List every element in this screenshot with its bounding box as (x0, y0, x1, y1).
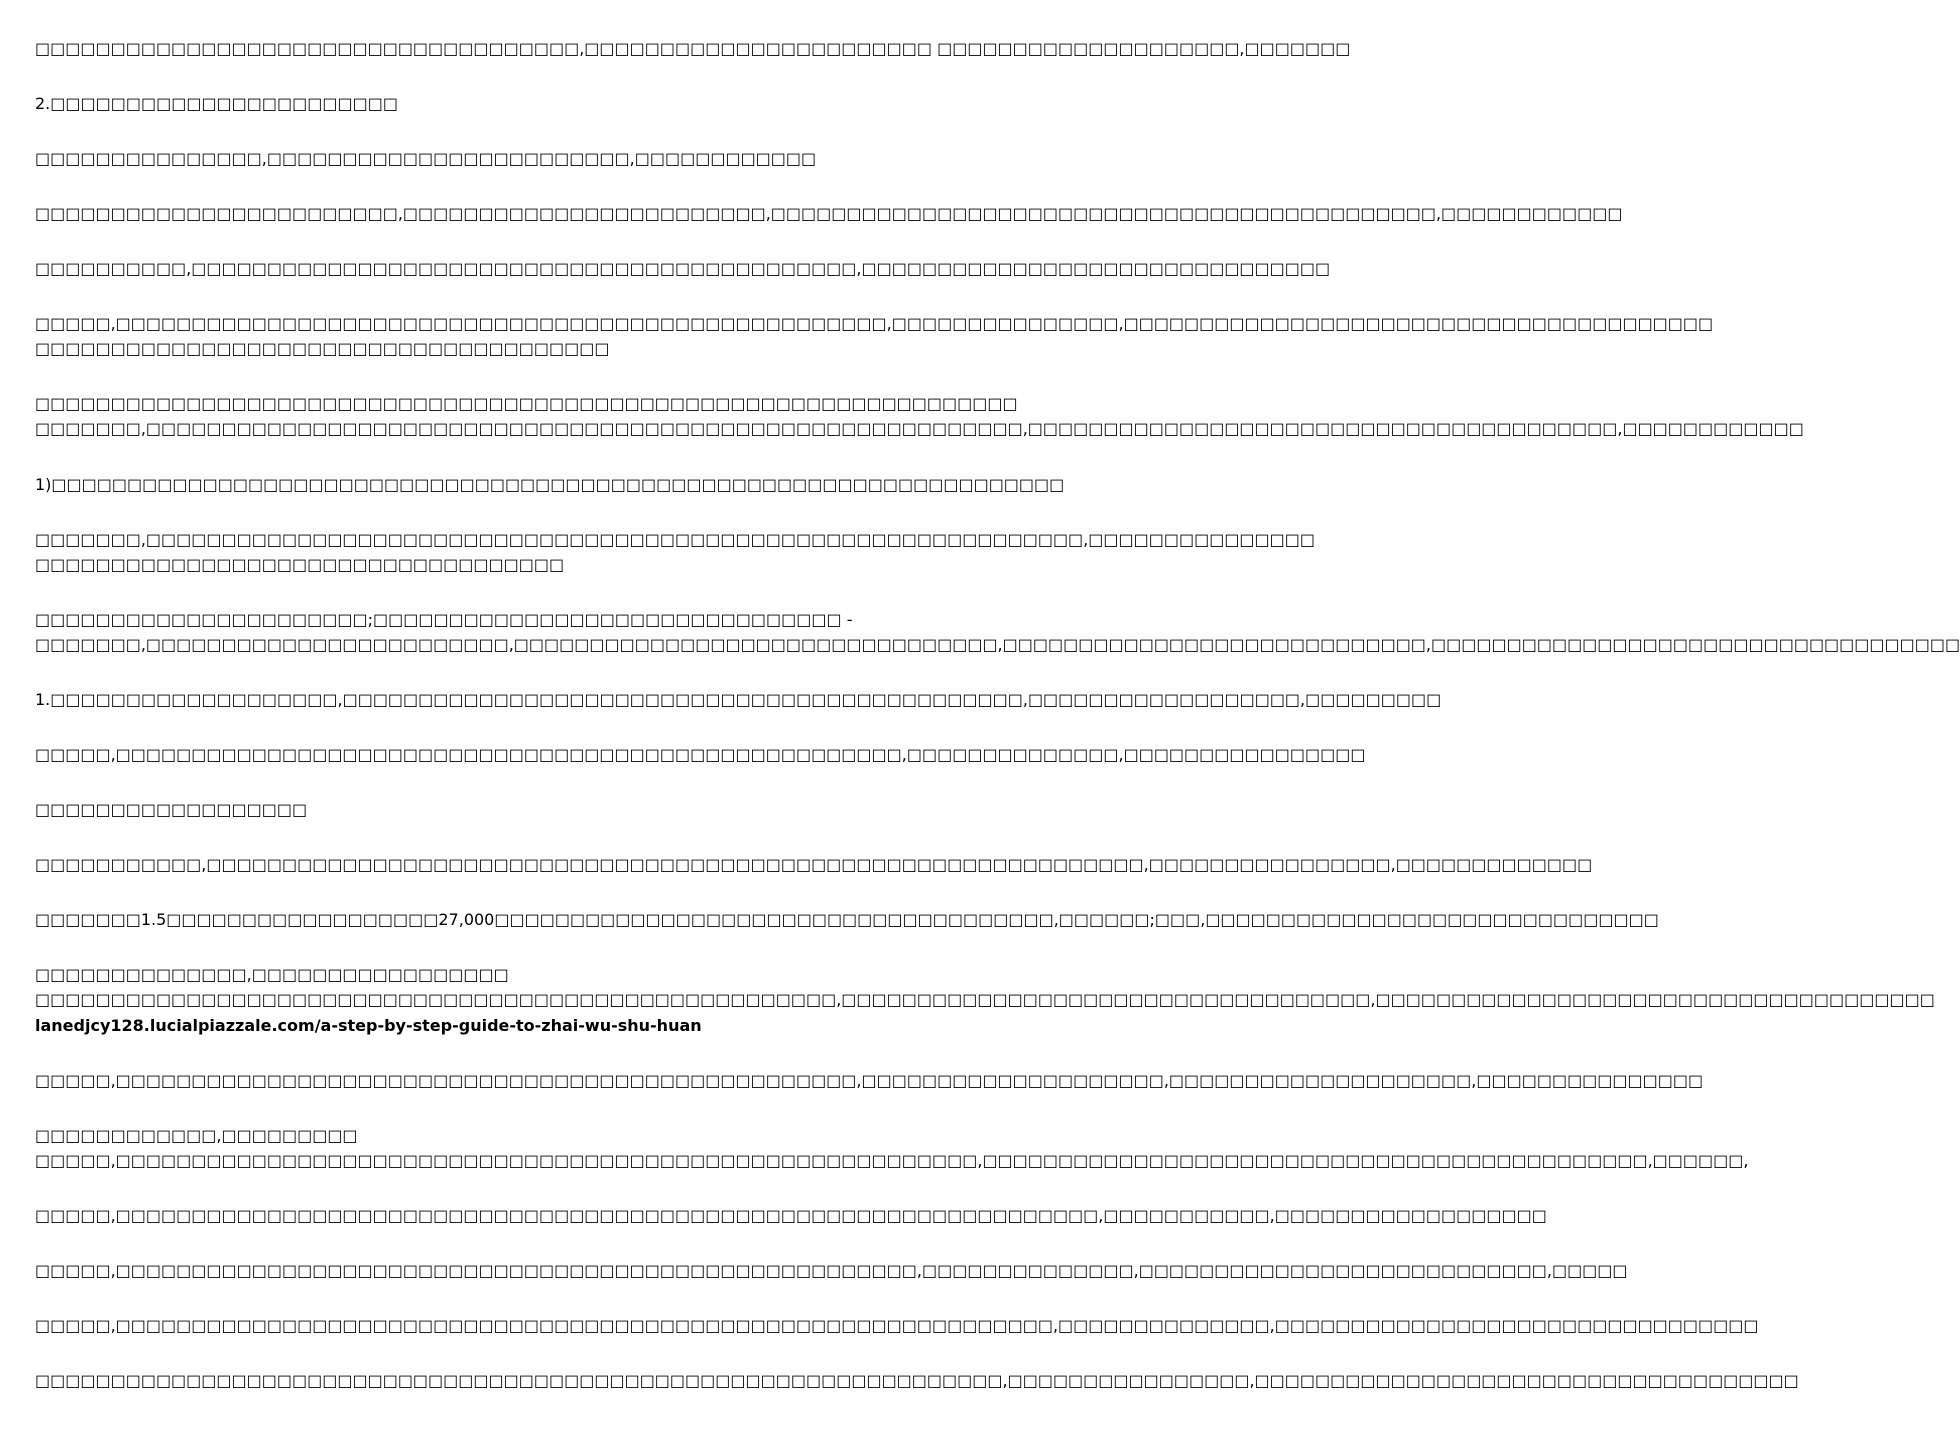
paragraph-3: □□□□□□□□□□□□□□□,□□□□□□□□□□□□□□□□□□□□□□□□,□□□□□□□□□□□□ (35, 149, 817, 168)
paragraph-12: □□□□□□□1.5□□□□□□□□□□□□□□□□□□27,000□□□□□□□□□□□□□□□□□□□□□□□□□□□□□□□□□□□□□,□□□□□□;□□□,□□□□□□□□□□□□□□□□□□□□□□□□□□□□□□ (35, 910, 1659, 929)
paragraph-10: □□□□□,□□□□□□□□□□□□□□□□□□□□□□□□□□□□□□□□□□□□□□□□□□□□□□□□□□□□,□□□□□□□□□□□□□□,□□□□□□□□□□□□□□□□ (35, 745, 1366, 764)
paragraph-7: □□□□□□□□□□□□□□□□□□□□□□□□□□□□□□□□□□□□□□□□□□□□□□□□□□□□□□□□□□□□□□□□□ (35, 394, 1018, 413)
paragraph-17: □□□□□,□□□□□□□□□□□□□□□□□□□□□□□□□□□□□□□□□□□□□□□□□□□□□□□□□□□□□□□□□□□□□□□□□,□□□□□□□□□□□,□□□□□□□□□□□□□□□□□□ (35, 1206, 1547, 1225)
paragraph-13: □□□□□□□□□□□□□□,□□□□□□□□□□□□□□□□□ (35, 965, 509, 984)
document-body (35, 0, 1960, 1449)
heading-2: 2.□□□□□□□□□□□□□□□□□□□□□□□ (35, 94, 398, 113)
paragraph-8-continuation: □□□□□□□□□□□□□□□□□□□□□□□□□□□□□□□□□□□ (35, 555, 565, 574)
paragraph-4: □□□□□□□□□□□□□□□□□□□□□□□□,□□□□□□□□□□□□□□□□□□□□□□□□,□□□□□□□□□□□□□□□□□□□□□□□□□□□□□□□□□□□□□□□□□□□□,□□□□□□□□□□□□ (35, 204, 1623, 223)
paragraph-6: □□□□□,□□□□□□□□□□□□□□□□□□□□□□□□□□□□□□□□□□□□□□□□□□□□□□□□□□□,□□□□□□□□□□□□□□□,□□□□□□□□□□□□□□□□□□□□□□□□□□□□□□□□□□□□□□□ (35, 314, 1714, 333)
paragraph-19: □□□□□,□□□□□□□□□□□□□□□□□□□□□□□□□□□□□□□□□□□□□□□□□□□□□□□□□□□□□□□□□□□□□□,□□□□□□□□□□□□□□,□□□□□□□□□□□□□□□□□□□□□□□□□□□□□□□□ (35, 1316, 1759, 1335)
list-item-1: 1)□□□□□□□□□□□□□□□□□□□□□□□□□□□□□□□□□□□□□□□□□□□□□□□□□□□□□□□□□□□□□□□□□□□ (35, 475, 1065, 494)
paragraph-8: □□□□□□□,□□□□□□□□□□□□□□□□□□□□□□□□□□□□□□□□□□□□□□□□□□□□□□□□□□□□□□□□□□□□□□,□□□□□□□□□□□□□□□ (35, 530, 1316, 549)
paragraph-13-continuation: □□□□□□□□□□□□□□□□□□□□□□□□□□□□□□□□□□□□□□□□□□□□□□□□□□□□□,□□□□□□□□□□□□□□□□□□□□□□□□□□□□□□□□□□□,□□□□□□□□□□□□□□□□□□□□□□□□□□□□□□□□□□□□□ (35, 990, 1935, 1009)
paragraph-1: □□□□□□□□□□□□□□□□□□□□□□□□□□□□□□□□□□□□,□□□□□□□□□□□□□□□□□□□□□□□ □□□□□□□□□□□□□□□□□□□□,□□□□□□□ (35, 39, 1351, 58)
article-link[interactable]: lanedjcy128.lucialpiazzale.com/a-step-by-step-guide-to-zhai-wu-shu-huan (35, 1016, 702, 1035)
list-item-2: 1.□□□□□□□□□□□□□□□□□□□,□□□□□□□□□□□□□□□□□□□□□□□□□□□□□□□□□□□□□□□□□□□□□,□□□□□□□□□□□□□□□□□□,□□□□□□□□□ (35, 690, 1442, 709)
paragraph-20: □□□□□□□□□□□□□□□□□□□□□□□□□□□□□□□□□□□□□□□□□□□□□□□□□□□□□□□□□□□□□□□□,□□□□□□□□□□□□□□□□,□□□□□□□□□□□□□□□□□□□□□□□□□□□□□□□□□□□□ (35, 1371, 1799, 1390)
paragraph-9-continuation: □□□□□□□,□□□□□□□□□□□□□□□□□□□□□□□□,□□□□□□□□□□□□□□□□□□□□□□□□□□□□□□□□,□□□□□□□□□□□□□□□□□□□□□□□□□□□□,□□□□□□□□□□□□□□□□□□□□□□□□□□□□□□□□□□□ (35, 635, 1960, 654)
paragraph-5: □□□□□□□□□□,□□□□□□□□□□□□□□□□□□□□□□□□□□□□□□□□□□□□□□□□□□□□,□□□□□□□□□□□□□□□□□□□□□□□□□□□□□□□ (35, 259, 1331, 278)
paragraph-18: □□□□□,□□□□□□□□□□□□□□□□□□□□□□□□□□□□□□□□□□□□□□□□□□□□□□□□□□□□□,□□□□□□□□□□□□□□,□□□□□□□□□□□□□□□□□□□□□□□□□□□,□□□□□ (35, 1261, 1628, 1280)
paragraph-9: □□□□□□□□□□□□□□□□□□□□□□;□□□□□□□□□□□□□□□□□□□□□□□□□□□□□□□ - (35, 610, 853, 629)
paragraph-7-continuation: □□□□□□□,□□□□□□□□□□□□□□□□□□□□□□□□□□□□□□□□□□□□□□□□□□□□□□□□□□□□□□□□□□,□□□□□□□□□□□□□□□□□□□□□□□□□□□□□□□□□□□□□□□,□□□□□□□□□□□□ (35, 419, 1804, 438)
paragraph-15: □□□□□□□□□□□□,□□□□□□□□□ (35, 1126, 358, 1145)
paragraph-14: □□□□□,□□□□□□□□□□□□□□□□□□□□□□□□□□□□□□□□□□□□□□□□□□□□□□□□□,□□□□□□□□□□□□□□□□□□□□,□□□□□□□□□□□□□□□□□□□□,□□□□□□□□□□□□□□□ (35, 1071, 1704, 1090)
section-heading: □□□□□□□□□□□□□□□□□□ (35, 800, 308, 819)
paragraph-11: □□□□□□□□□□□,□□□□□□□□□□□□□□□□□□□□□□□□□□□□□□□□□□□□□□□□□□□□□□□□□□□□□□□□□□□□□□,□□□□□□□□□□□□□□□□,□□□□□□□□□□□□□ (35, 855, 1593, 874)
paragraph-6-continuation: □□□□□□□□□□□□□□□□□□□□□□□□□□□□□□□□□□□□□□ (35, 339, 610, 358)
paragraph-16: □□□□□,□□□□□□□□□□□□□□□□□□□□□□□□□□□□□□□□□□□□□□□□□□□□□□□□□□□□□□□□□,□□□□□□□□□□□□□□□□□□□□□□□□□□□□□□□□□□□□□□□□□□□□,□□□□□□, (35, 1151, 1749, 1170)
